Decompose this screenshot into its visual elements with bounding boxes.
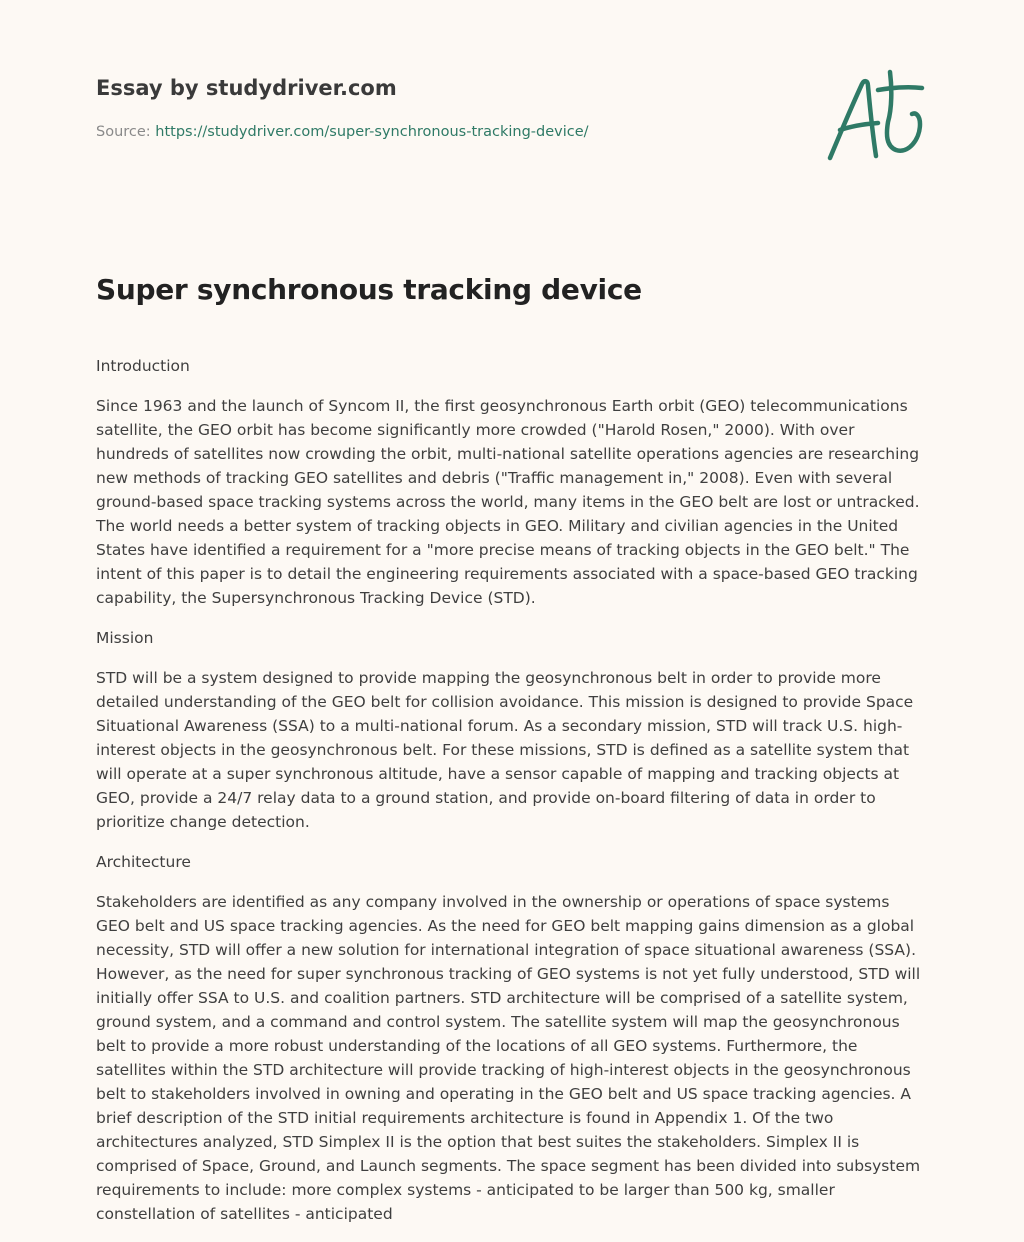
- source-label: Source:: [96, 124, 151, 140]
- source-line: [96, 124, 589, 140]
- section-heading-mission: Mission: [96, 629, 154, 647]
- section-heading-introduction: Introduction: [96, 357, 190, 375]
- a-plus-logo-icon: [826, 68, 926, 164]
- section-paragraph-introduction: Since 1963 and the launch of Syncom II, the first geosynchronous Earth orbit (GEO) telecommunications satellite, the GEO orbit has become significantly more crowded ("Harold Rosen," 2000). With over hundreds of satellites now crowding the orbit, multi-national satellite operations agencies are researching new methods of tracking GEO satellites and debris ("Traffic management in," 2008). Even with several ground-based space tracking systems across the world, many items in the GEO belt are lost or untracked. The world needs a better system of tracking objects in GEO. Military and civilian agencies in the United States have identified a requirement for a "more precise means of tracking objects in the GEO belt." The intent of this paper is to detail the engineering requirements associated with a space-based GEO tracking capability, the Supersynchronous Tracking Device (STD).: [96, 397, 920, 607]
- essay-title: Super synchronous tracking device: [96, 272, 642, 306]
- site-attribution: Essay by studydriver.com: [96, 76, 397, 100]
- section-heading-architecture: Architecture: [96, 853, 191, 871]
- source-link[interactable]: https://studydriver.com/super-synchronous-tracking-device/: [155, 124, 589, 140]
- essay-body: [96, 354, 928, 1242]
- section-paragraph-architecture: Stakeholders are identified as any company involved in the ownership or operations of space systems GEO belt and US space tracking agencies. As the need for GEO belt mapping gains dimension as a global necessity, STD will offer a new solution for international integration of space situational awareness (SSA). However, as the need for super synchronous tracking of GEO systems is not yet fully understood, STD will initially offer SSA to U.S. and coalition partners. STD architecture will be comprised of a satellite system, ground system, and a command and control system. The satellite system will map the geosynchronous belt to provide a more robust understanding of the locations of all GEO systems. Furthermore, the satellites within the STD architecture will provide tracking of high-interest objects in the geosynchronous belt to stakeholders involved in owning and operating in the GEO belt and US space tracking agencies. A brief description of the STD initial requirements architecture is found in Appendix 1. Of the two architectures analyzed, STD Simplex II is the option that best suites the stakeholders. Simplex II is comprised of Space, Ground, and Launch segments. The space segment has been divided into subsystem requirements to include: more complex systems - anticipated to be larger than 500 kg, smaller constellation of satellites - anticipated: [96, 893, 921, 1223]
- section-paragraph-mission: STD will be a system designed to provide mapping the geosynchronous belt in order to provide more detailed understanding of the GEO belt for collision avoidance. This mission is designed to provide Space Situational Awareness (SSA) to a multi-national forum. As a secondary mission, STD will track U.S. high-interest objects in the geosynchronous belt. For these missions, STD is defined as a satellite system that will operate at a super synchronous altitude, have a sensor capable of mapping and tracking objects at GEO, provide a 24/7 relay data to a ground station, and provide on-board filtering of data in order to prioritize change detection.: [96, 669, 914, 831]
